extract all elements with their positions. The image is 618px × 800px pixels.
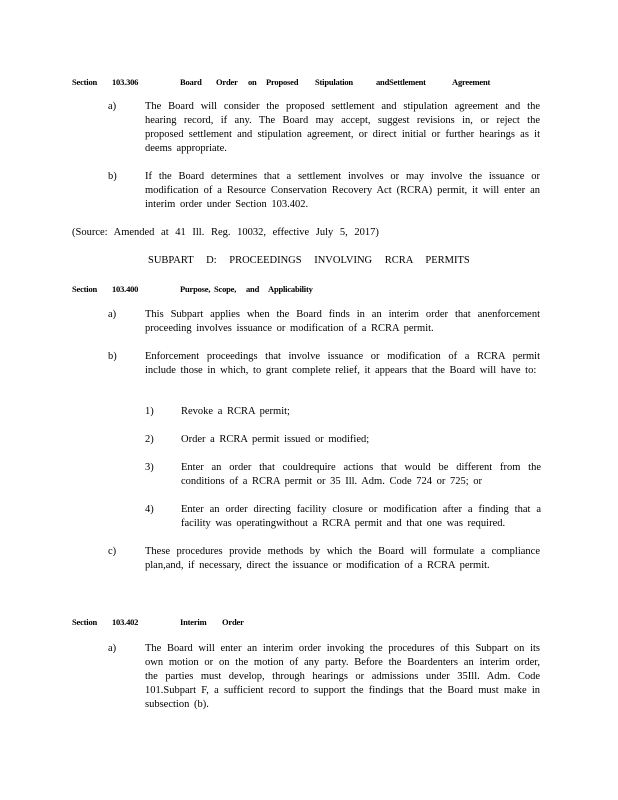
paragraph-label: 1) — [145, 406, 154, 417]
subsection-label: b) — [108, 171, 117, 182]
subsection-text: This Subpart applies when the Board finds in an interim order that anenforcement proceeding involves issuance or modification of a RCRA permit. — [145, 309, 540, 334]
heading-word: Proposed — [266, 77, 299, 87]
heading-word: Section — [72, 284, 98, 294]
heading-word: 103.400 — [112, 284, 139, 294]
heading-word: Applicability — [268, 284, 313, 294]
subsection-text: The Board will enter an interim order invoking the procedures of this Subpart on its own motion or on the motion of any party. Before the Boardenters an interim order, the parties must develop, through hearings or admissions under 35Ill. Adm. Code 101.Subpart F, a sufficient record to support the findings that the Board must make in subsection (b). — [145, 643, 540, 710]
heading-word: Interim — [180, 617, 207, 627]
heading-word: Board — [180, 77, 202, 87]
subsection-label: b) — [108, 351, 117, 362]
paragraph-label: 4) — [145, 504, 154, 515]
paragraph-text: Enter an order directing facility closure or modification after a finding that a facility was operatingwithout a RCRA permit and that one was required. — [181, 504, 541, 529]
paragraph-text: Order a RCRA permit issued or modified; — [181, 434, 370, 445]
subsection-label: a) — [108, 309, 117, 320]
paragraph-label: 3) — [145, 462, 154, 473]
subpart-title: SUBPART D: PROCEEDINGS INVOLVING RCRA PERMITS — [148, 255, 470, 266]
heading-word: Section — [72, 617, 98, 627]
heading-word: Agreement — [452, 77, 491, 87]
heading-word: Order — [222, 617, 244, 627]
subsection-text: Enforcement proceedings that involve issuance or modification of a RCRA permit include those in which, to grant complete relief, it appears that the Board will have to: — [145, 351, 540, 376]
subsection-text: The Board will consider the proposed settlement and stipulation agreement and the hearing record, if any. The Board may accept, suggest revisions in, or reject the proposed settlement and stipulation agreement, or direct initial or further hearings as it deems appropriate. — [145, 101, 540, 154]
paragraph-label: 2) — [145, 434, 154, 445]
heading-word: on — [248, 77, 257, 87]
heading-word: and — [246, 284, 260, 294]
heading-word: Section — [72, 77, 98, 87]
subsection-label: c) — [108, 546, 117, 557]
heading-word: Stipulation — [315, 77, 353, 87]
section-heading-103-306 — [72, 77, 490, 87]
heading-word: Scope, — [214, 284, 237, 294]
paragraph-text: Enter an order that couldrequire actions that would be different from the conditions of a RCRA permit or 35 Ill. Adm. Code 724 or 725; or — [181, 462, 541, 487]
section-heading-103-400 — [72, 284, 313, 294]
paragraph-text: Revoke a RCRA permit; — [181, 406, 290, 417]
source-note: (Source: Amended at 41 Ill. Reg. 10032, effective July 5, 2017) — [72, 227, 379, 238]
heading-word: Order — [216, 77, 238, 87]
subsection-text: These procedures provide methods by which the Board will formulate a compliance plan,and, if necessary, direct the issuance or modification of a RCRA permit. — [145, 546, 540, 571]
section-heading-103-402 — [72, 617, 244, 627]
heading-word: 103.402 — [112, 617, 139, 627]
heading-word: 103.306 — [112, 77, 139, 87]
subsection-label: a) — [108, 643, 117, 654]
subsection-text: If the Board determines that a settlement involves or may involve the issuance or modification of a Resource Conservation Recovery Act (RCRA) permit, it will enter an interim order under Section 103.402. — [145, 171, 540, 210]
subsection-label: a) — [108, 101, 117, 112]
heading-word: andSettlement — [376, 77, 426, 87]
heading-word: Purpose, — [180, 284, 211, 294]
